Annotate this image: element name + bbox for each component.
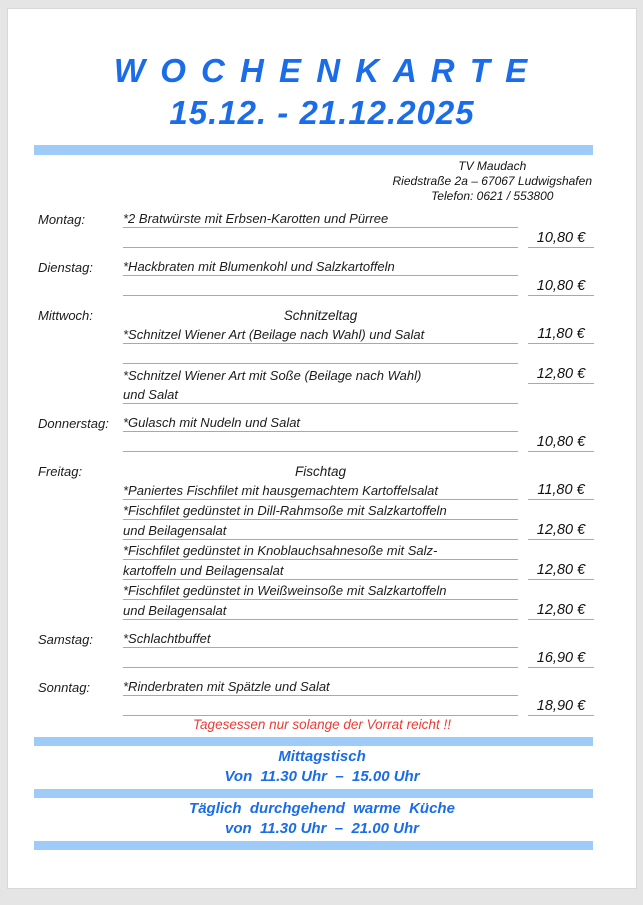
dish-text: *Rinderbraten mit Spätzle und Salat <box>123 678 518 696</box>
dish-text: *2 Bratwürste mit Erbsen-Karotten und Pürree <box>123 210 518 228</box>
divider-bar-2 <box>34 789 593 798</box>
kitchen-title: Täglich durchgehend warme Küche <box>189 800 455 817</box>
menu-line <box>38 540 592 560</box>
dish-text: kartoffeln und Beilagensalat <box>123 562 518 580</box>
menu-sheet <box>7 8 637 889</box>
menu-line <box>38 432 592 452</box>
menu-spacer <box>38 668 592 676</box>
divider-bar-3 <box>34 841 593 850</box>
price-value: 12,80 € <box>528 365 594 384</box>
day-label: Samstag: <box>38 632 93 647</box>
menu-line <box>38 676 592 696</box>
restaurant-name: TV Maudach <box>458 159 527 173</box>
menu-line <box>38 460 592 480</box>
menu-spacer <box>38 404 592 412</box>
menu-line <box>38 364 592 384</box>
restaurant-address: Riedstraße 2a – 67067 Ludwigshafen <box>392 174 592 188</box>
dish-text <box>123 247 518 248</box>
menu-spacer <box>38 296 592 304</box>
dish-text <box>123 363 518 364</box>
menu-line <box>38 324 592 344</box>
kitchen-hours: von 11.30 Uhr – 21.00 Uhr <box>225 820 419 837</box>
dish-text: und Salat <box>123 386 518 404</box>
dish-text: *Gulasch mit Nudeln und Salat <box>123 414 518 432</box>
menu-line <box>38 304 592 324</box>
menu-line <box>38 276 592 296</box>
day-label: Sonntag: <box>38 680 91 695</box>
day-label: Montag: <box>38 212 85 227</box>
dish-text <box>123 295 518 296</box>
dish-text <box>123 667 518 668</box>
price-value: 11,80 € <box>528 325 594 344</box>
day-label: Mittwoch: <box>38 308 93 323</box>
price-value: 12,80 € <box>528 521 594 540</box>
divider-bar-1 <box>34 737 593 746</box>
menu-line <box>38 344 592 364</box>
price-value: 11,80 € <box>528 481 594 500</box>
price-value: 18,90 € <box>528 697 594 716</box>
menu-line <box>38 500 592 520</box>
day-special-header: Schnitzeltag <box>283 308 358 323</box>
dish-text: *Schlachtbuffet <box>123 630 518 648</box>
price-value: 12,80 € <box>528 601 594 620</box>
menu-line <box>38 560 592 580</box>
menu-line <box>38 480 592 500</box>
menu-line <box>38 412 592 432</box>
restaurant-info <box>393 159 592 204</box>
dish-text: *Hackbraten mit Blumenkohl und Salzkartoffeln <box>123 258 518 276</box>
dish-text: *Paniertes Fischfilet mit hausgemachtem Kartoffelsalat <box>123 482 518 500</box>
price-value: 16,90 € <box>528 649 594 668</box>
page-title: W O C H E N K A R T E <box>113 52 531 89</box>
menu-line <box>38 648 592 668</box>
day-special-header: Fischtag <box>294 464 347 479</box>
divider-bar-top <box>34 145 593 155</box>
dish-text: und Beilagensalat <box>123 602 518 620</box>
price-value: 10,80 € <box>528 229 594 248</box>
menu-line <box>38 208 592 228</box>
dish-text: *Fischfilet gedünstet in Knoblauchsahnesoße mit Salz- <box>123 542 518 560</box>
day-label: Dienstag: <box>38 260 93 275</box>
dish-text <box>123 451 518 452</box>
dish-text: *Schnitzel Wiener Art mit Soße (Beilage nach Wahl) <box>123 368 422 383</box>
dish-text: *Schnitzel Wiener Art (Beilage nach Wahl) und Salat <box>123 326 518 344</box>
price-value: 10,80 € <box>528 433 594 452</box>
price-value: 12,80 € <box>528 561 594 580</box>
availability-notice: Tagesessen nur solange der Vorrat reicht !! <box>193 717 451 732</box>
restaurant-phone: Telefon: 0621 / 553800 <box>431 189 554 203</box>
lunch-title: Mittagstisch <box>278 748 366 765</box>
menu-line <box>38 520 592 540</box>
menu-line <box>38 384 592 404</box>
dish-text: *Fischfilet gedünstet in Weißweinsoße mit Salzkartoffeln <box>123 582 518 600</box>
day-label: Donnerstag: <box>38 416 109 431</box>
dish-text: und Beilagensalat <box>123 522 518 540</box>
menu-spacer <box>38 452 592 460</box>
day-label: Freitag: <box>38 464 83 479</box>
menu-line <box>38 228 592 248</box>
menu-spacer <box>38 248 592 256</box>
menu-line <box>38 256 592 276</box>
date-range: 15.12. - 21.12.2025 <box>169 94 475 131</box>
menu-line <box>38 696 592 716</box>
menu-line <box>38 580 592 600</box>
menu-line <box>38 600 592 620</box>
dish-text: *Fischfilet gedünstet in Dill-Rahmsoße mit Salzkartoffeln <box>123 502 518 520</box>
menu-list <box>38 208 592 716</box>
menu-line <box>38 628 592 648</box>
lunch-hours: Von 11.30 Uhr – 15.00 Uhr <box>224 768 420 785</box>
menu-spacer <box>38 620 592 628</box>
price-value: 10,80 € <box>528 277 594 296</box>
